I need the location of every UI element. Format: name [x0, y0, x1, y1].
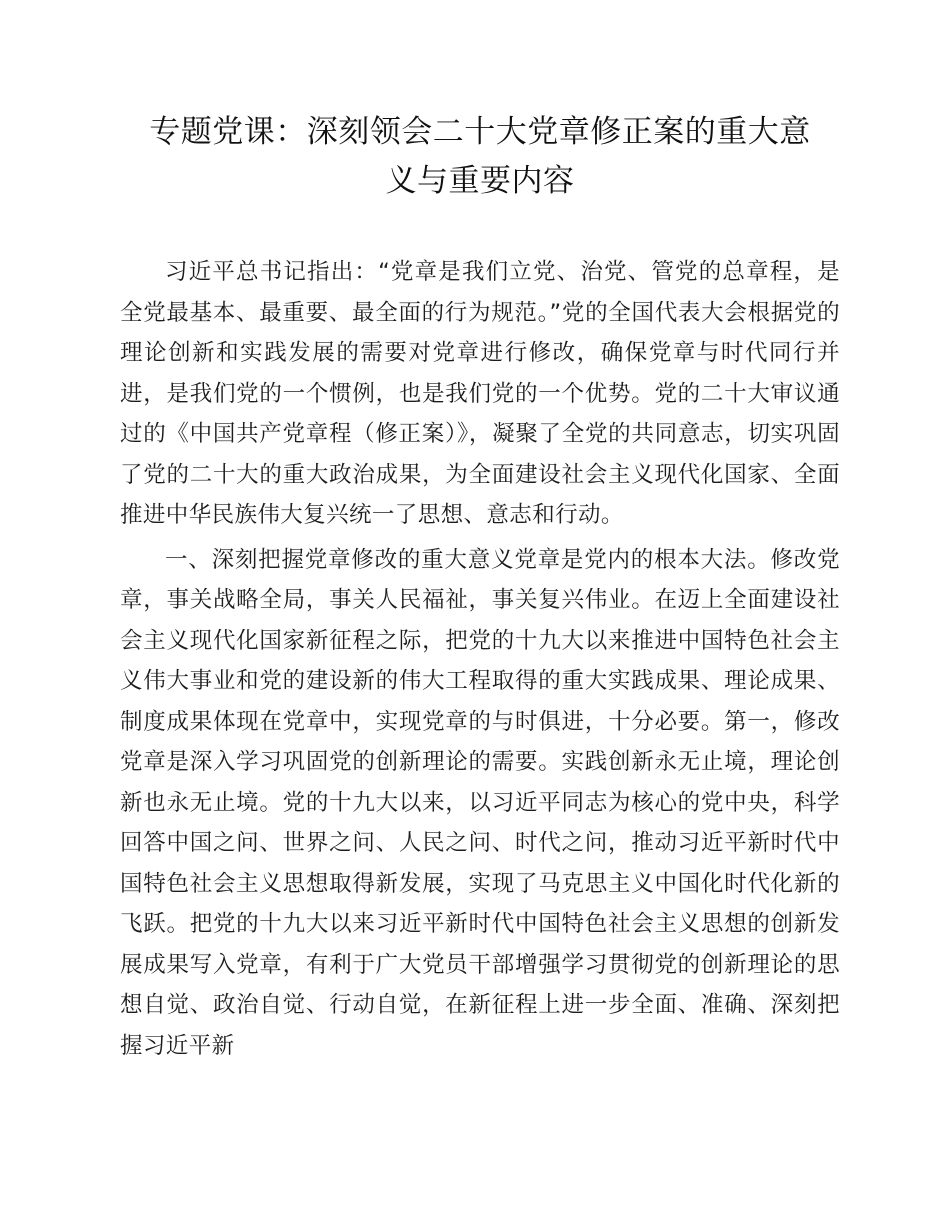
title-line-2: 义与重要内容: [385, 163, 575, 199]
document-title: [110, 108, 850, 206]
paragraph-intro: 习近平总书记指出：“党章是我们立党、治党、管党的总章程，是全党最基本、最重要、最全面的行为规范。”党的全国代表大会根据党的理论创新和实践发展的需要对党章进行修改，确保党章与时代同行并进，是我们党的一个惯例，也是我们党的一个优势。党的二十大审议通过的《中国共产党章程（修正案）》，凝聚了全党的共同意志，切实巩固了党的二十大的重大政治成果，为全面建设社会主义现代化国家、全面推进中华民族伟大复兴统一了思想、意志和行动。: [120, 259, 840, 528]
paragraph-section-one: 一、深刻把握党章修改的重大意义党章是党内的根本大法。修改党章，事关战略全局，事关人民福祉，事关复兴伟业。在迈上全面建设社会主义现代化国家新征程之际，把党的十九大以来推进中国特色社会主义伟大事业和党的建设新的伟大工程取得的重大实践成果、理论成果、制度成果体现在党章中，实现党章的与时俱进，十分必要。第一，修改党章是深入学习巩固党的创新理论的需要。实践创新永无止境，理论创新也永无止境。党的十九大以来，以习近平同志为核心的党中央，科学回答中国之问、世界之问、人民之问、时代之问，推动习近平新时代中国特色社会主义思想取得新发展，实现了马克思主义中国化时代化新的飞跃。把党的十九大以来习近平新时代中国特色社会主义思想的创新发展成果写入党章，有利于广大党员干部增强学习贯彻党的创新理论的思想自觉、政治自觉、行动自觉，在新征程上进一步全面、准确、深刻把握习近平新: [120, 546, 840, 1059]
title-line-1: 专题党课：深刻领会二十大党章修正案的重大意: [149, 114, 811, 150]
document-body: [120, 252, 840, 1066]
